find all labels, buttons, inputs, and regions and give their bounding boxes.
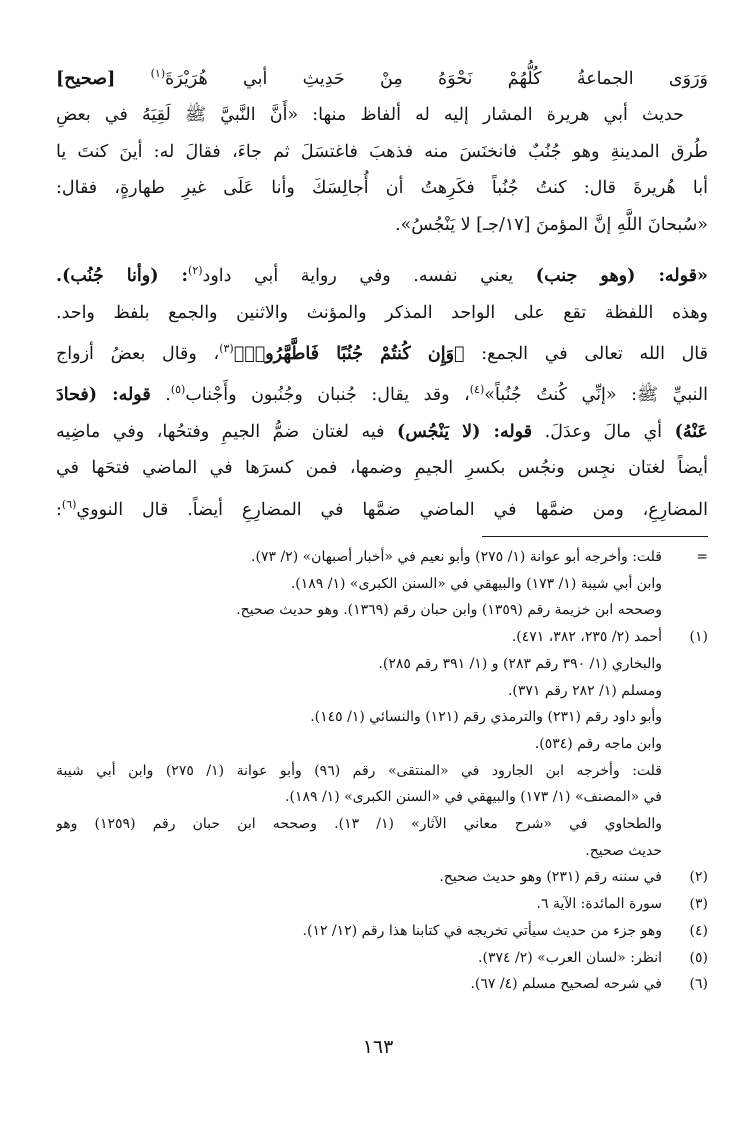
footnote-number: (٤) [689,922,708,939]
footnote-line: انظر: «لسان العرب» (٢/ ٣٧٤). [478,949,662,966]
footnote-line: ومسلم (١/ ٢٨٢ رقم ٣٧١). [507,682,662,699]
footnote-line: والبخاري (١/ ٣٩٠ رقم ٢٨٣) و (١/ ٣٩١ رقم ٢٨٥). [378,655,662,672]
footnote-line: وابن أبي شيبة (١/ ١٧٣) والبيهقي في «السنن الكبرى» (١/ ١٨٩). [290,575,662,592]
footnote-2 [56,864,708,891]
footnote-line: أحمد (٢/ ٢٣٥، ٣٨٢، ٤٧١). [511,629,662,646]
main-text [56,56,708,528]
footnote-number: (٢) [689,869,708,886]
footnote-line: في شرحه لصحيح مسلم (٤/ ٦٧). [470,976,662,993]
footnote-line: وهو جزء من حديث سيأتي تخريجه في كتابنا هذا رقم (١٢/ ١٢). [302,922,662,939]
punctuation: . [165,385,171,406]
grade-label: [صحيح] [56,68,116,89]
paragraph-line: أبا هُريرةَ قال: كنتُ جُنُباً فكَرِهتُ أن أُجالِسَكَ وأنا عَلَى غيرِ طهارةٍ، فقال: [56,178,708,199]
quoted-phrase: عَنْهُ) [674,421,708,442]
footnote-text [56,864,668,891]
paragraph-line: طُرق المدينةِ وهو جُنُبٌ فانخنَسَ منه فذهبَ فاغتسَلَ ثم جاءَ، فقالَ له: أينَ كنتَ يا [56,141,708,162]
footnote-line: في سننه رقم (٢٣١) وهو حديث صحيح. [439,869,662,886]
hadith-text: وَرَوَى الجماعةُ كُلُّهُمْ نَحْوَهُ مِنْ حَدِيثِ أبي هُرَيْرَةَ [165,68,708,89]
footnote-text [56,918,668,945]
quran-verse: ﴿وَإِن كُنتُمْ جُنُبًا فَاطَّهَّرُوا۟﴾ [233,343,465,364]
commentary-text: يعني نفسه. وفي رواية أبي داود [202,266,514,287]
quoted-phrase: «قوله: (وهو جنب) [535,266,708,287]
footnote-ref-6[interactable]: (٦) [61,497,77,511]
commentary-text: ، وقد يقال: جُنبان وجُنُبون وأَجْناب [185,385,470,406]
footnote-ref-4[interactable]: (٤) [469,383,485,397]
footnote-4 [56,918,708,945]
footnote-5 [56,945,708,972]
footnote-text [56,624,668,864]
footnote-text [56,544,668,624]
footnote-line: في «المصنف» (١/ ١٧٣) والبيهقي في «السنن الكبرى» (١/ ١٨٩). [285,789,662,806]
paragraph-line: «سُبحانَ اللَّهِ إنَّ المؤمنَ [١٧/جـ] لا يَنْجُسُ». [395,214,708,235]
footnote-line: قلت: وأخرجه ابن الجارود في «المنتقى» رقم (٩٦) وأبو عوانة (١/ ٢٧٥) وابن أبي شيبة [56,762,662,779]
footnote-text [56,891,668,918]
footnote-6 [56,971,708,998]
footnote-ref-5[interactable]: (٥) [170,383,186,397]
quoted-phrase: : (وأنا جُنُب). [56,266,189,287]
footnote-line: وصححه ابن خزيمة رقم (١٣٥٩) وابن حبان رقم (١٣٦٩). وهو حديث صحيح. [236,602,662,619]
commentary-line [56,487,708,528]
commentary-text: قال الله تعالى في الجمع: [481,343,708,364]
footnote-continuation [56,544,708,624]
paragraph-line: حديث أبي هريرة المشار إليه له ألفاظ منها: «أَنَّ النَّبيَّ ﷺ لَقِيَهُ في بعضِ [56,105,684,126]
quoted-phrase: قوله: (لا يَنْجُس) [397,421,533,442]
footnote-number: (٥) [689,949,708,966]
paragraph-1 [56,97,708,243]
commentary-line [56,331,708,372]
punctuation: : [56,499,62,520]
commentary-text: فيه لغتان ضمُّ الجيمِ وفتحُها، وفي ماضِيه [56,421,385,442]
commentary-text: أي مالَ وعدَلَ. [544,421,663,442]
commentary-text: النبيِّ ﷺ: «إنِّي كُنتُ جُنُباً» [484,385,708,406]
footnotes [56,544,708,998]
footnote-text [56,971,668,998]
footnote-ref-1[interactable]: (١) [150,67,166,80]
footnote-text [56,945,668,972]
page-number: ١٦٣ [362,1036,394,1058]
footnote-line: قلت: وأخرجه أبو عوانة (١/ ٢٧٥) وأبو نعيم في «أخبار أصبهان» (٢/ ٧٣). [251,549,662,565]
footnote-line: وأبو داود رقم (٢٣١) والترمذي رقم (١٢١) والنسائي (١/ ١٤٥). [310,709,662,726]
footnote-number: = [696,549,708,565]
hadith-line [56,56,708,97]
footnote-line: والطحاوي في «شرح معاني الآثار» (١/ ١٣). وصححه ابن حبان رقم (١٢٥٩) وهو [56,816,662,833]
footnote-ref-2[interactable]: (٢) [188,264,203,278]
footnote-line: سورة المائدة: الآية ٦. [536,896,662,913]
commentary-text: ، وقال بعضُ أزواج [56,343,220,364]
footnote-number: (٣) [689,896,708,913]
footnote-separator [482,536,708,537]
commentary-line [56,253,708,294]
quoted-phrase: قوله: (فحادَ [56,385,151,406]
commentary-line [56,414,708,451]
footnote-ref-3[interactable]: (٣) [219,342,234,356]
footnote-number: (٦) [689,976,708,993]
commentary-line [56,372,708,413]
footnote-line: حديث صحيح. [585,842,662,859]
commentary-text: المضارِعِ، ومن ضمَّها في الماضي ضمَّها في المضارِعِ أيضاً. قال النووي [76,499,708,520]
footnote-number: (١) [689,629,708,646]
footnote-line: وابن ماجه رقم (٥٣٤). [534,735,662,752]
commentary-line: أيضاً لغتان نجِس ونجُس بكسرِ الجيمِ وضمها، فمن كسرَها في الماضي فتحَها في [56,458,708,479]
footnote-1 [56,624,708,864]
commentary-line: وهذه اللفظة تقع على الواحد المذكر والمؤنث والاثنين والجمع بلفظ واحد. [56,302,708,323]
paragraph-2 [56,253,708,528]
footnote-3 [56,891,708,918]
